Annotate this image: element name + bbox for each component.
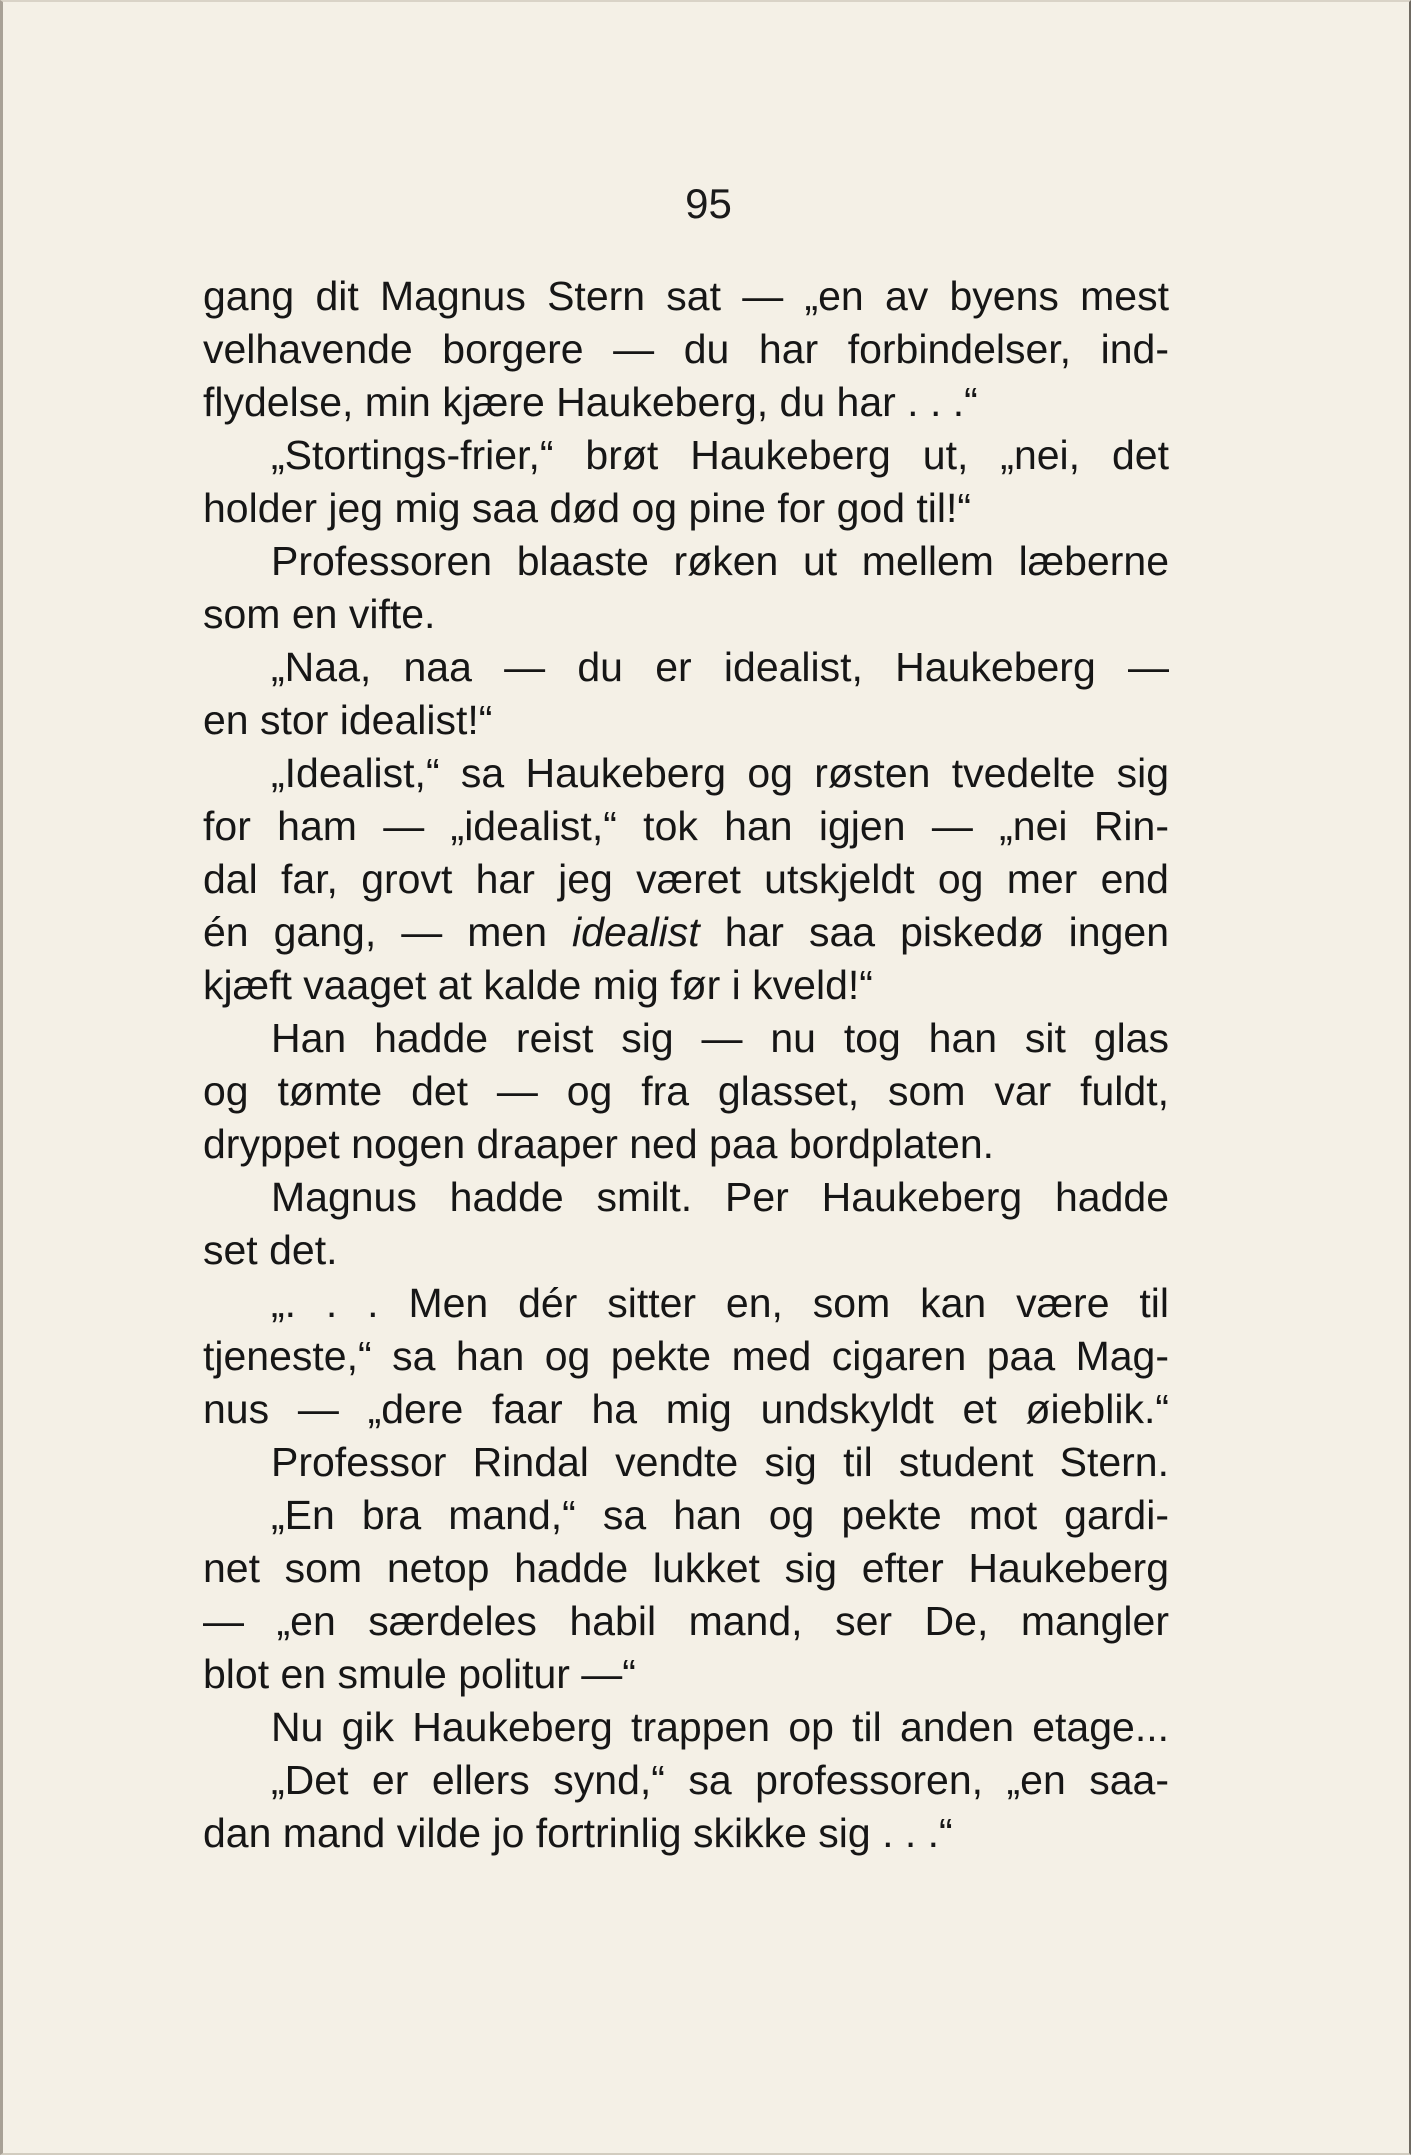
- page-number: 95: [685, 180, 732, 227]
- text-line: Han hadde reist sig — nu tog han sit glas: [271, 1015, 1169, 1061]
- text-line: dal far, grovt har jeg været utskjeldt og mer end: [203, 856, 1169, 902]
- text-line: kjæft vaaget at kalde mig før i kveld!“: [203, 962, 873, 1008]
- text-line: Nu gik Haukeberg trappen op til anden etage...: [271, 1704, 1169, 1750]
- text-line: Magnus hadde smilt. Per Haukeberg hadde: [271, 1174, 1169, 1220]
- text-line: for ham — „idealist,“ tok han igjen — „nei Rin-: [203, 803, 1169, 849]
- text-line: gang dit Magnus Stern sat — „en av byens mest: [203, 273, 1169, 319]
- text-line: „Stortings-frier,“ brøt Haukeberg ut, „nei, det: [271, 432, 1169, 478]
- text-line: Professor Rindal vendte sig til student Stern.: [271, 1439, 1169, 1485]
- text-line: flydelse, min kjære Haukeberg, du har . . .“: [203, 379, 978, 425]
- text-line: — „en særdeles habil mand, ser De, mangler: [203, 1598, 1169, 1644]
- text-line: „. . . Men dér sitter en, som kan være til: [271, 1280, 1169, 1326]
- text-line: og tømte det — og fra glasset, som var fuldt,: [203, 1068, 1169, 1114]
- text-line: holder jeg mig saa død og pine for god til!“: [203, 485, 972, 531]
- text-line: én gang, — men idealist har saa piskedø ingen: [203, 909, 1169, 955]
- text-line: dryppet nogen draaper ned paa bordplaten.: [203, 1121, 995, 1167]
- text-line: „Naa, naa — du er idealist, Haukeberg —: [271, 644, 1169, 690]
- text-line: „Det er ellers synd,“ sa professoren, „en saa-: [271, 1757, 1169, 1803]
- emphasis-word: idealist: [572, 909, 700, 955]
- text-line: Professoren blaaste røken ut mellem læberne: [271, 538, 1169, 584]
- text-line: dan mand vilde jo fortrinlig skikke sig . . .“: [203, 1810, 953, 1856]
- text-line: tjeneste,“ sa han og pekte med cigaren paa Mag-: [203, 1333, 1169, 1379]
- text-line: net som netop hadde lukket sig efter Haukeberg: [203, 1545, 1169, 1591]
- text-line: som en vifte.: [203, 591, 436, 637]
- text-line: „Idealist,“ sa Haukeberg og røsten tvedelte sig: [271, 750, 1169, 796]
- text-line: en stor idealist!“: [203, 697, 493, 743]
- text-line: nus — „dere faar ha mig undskyldt et øieblik.“: [203, 1386, 1169, 1432]
- text-line: velhavende borgere — du har forbindelser, ind-: [203, 326, 1169, 372]
- text-line: blot en smule politur —“: [203, 1651, 636, 1697]
- text-line: „En bra mand,“ sa han og pekte mot gardi-: [271, 1492, 1169, 1538]
- body-text: [203, 270, 1169, 1860]
- text-line: set det.: [203, 1227, 338, 1273]
